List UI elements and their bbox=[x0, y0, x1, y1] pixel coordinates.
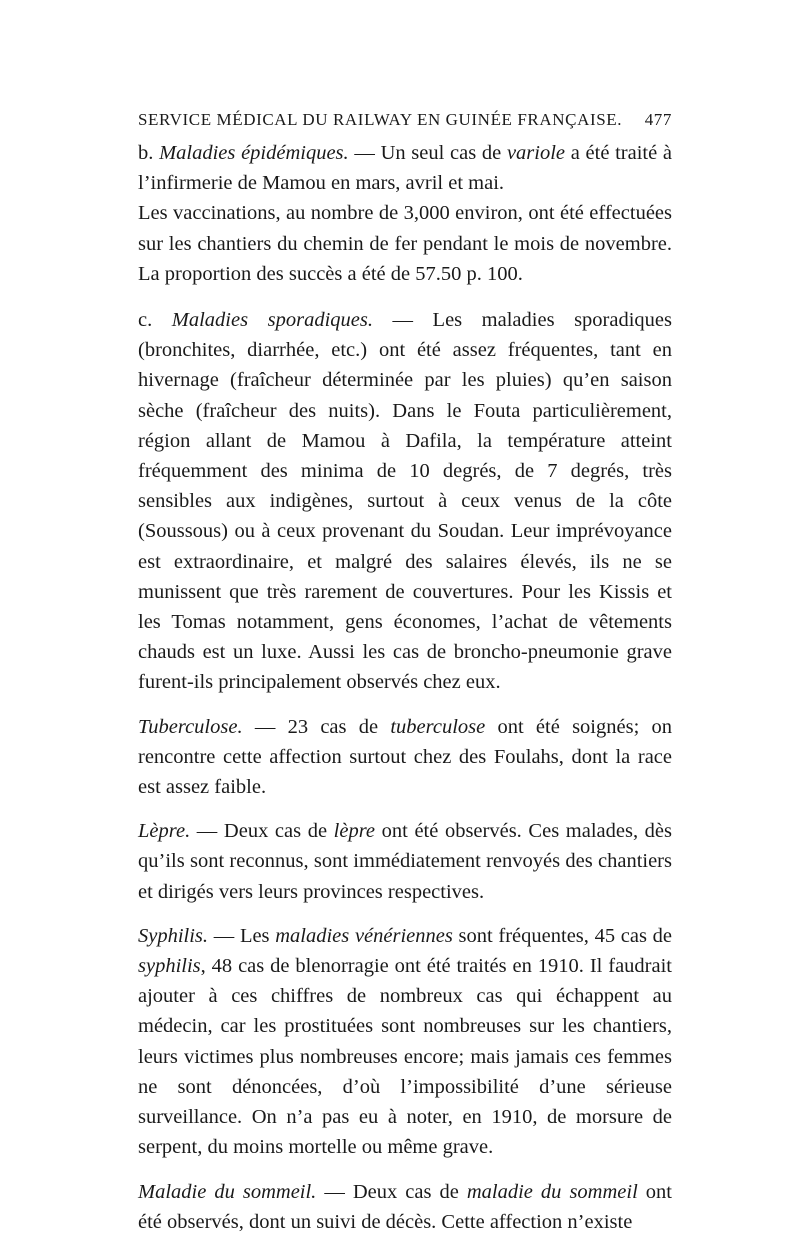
term-maladies-veneriennes: maladies vénériennes bbox=[275, 924, 453, 947]
text: ont été observés. Ces malades, dès qu’ils sont reconnus, sont immédiatement renvoyés des chantiers et dirigés vers leurs provinces respectives. bbox=[138, 820, 672, 903]
text: Les vaccinations, au nombre de 3,000 environ, ont été effectuées sur les chantiers du chemin de fer pendant le mois de novembre. La proportion des succès a été de 57.50 p. 100. bbox=[138, 202, 672, 285]
term-lepre: lèpre bbox=[333, 820, 376, 843]
dash: — bbox=[316, 1180, 353, 1203]
text: a été traité à l’infirmerie de Mamou en mars, avril et mai. bbox=[138, 142, 673, 195]
term-maladie-du-sommeil: maladie du sommeil bbox=[466, 1180, 638, 1203]
paragraph-lepre bbox=[138, 816, 672, 907]
text: sont fréquentes, 45 cas de bbox=[452, 924, 672, 947]
dash: — bbox=[190, 820, 224, 843]
dash: — bbox=[372, 309, 433, 332]
heading-syphilis: Syphilis. bbox=[138, 924, 209, 947]
text: ont été soignés; on rencontre cette affection surtout chez des Foulahs, dont la race est assez faible. bbox=[138, 715, 673, 799]
paragraph-tuberculose bbox=[138, 712, 672, 803]
book-page bbox=[138, 110, 672, 1237]
dash: — bbox=[348, 142, 381, 164]
section-label-c: c. bbox=[138, 309, 153, 332]
text: ont été observés, dont un suivi de décès. Cette affection n’existe bbox=[138, 1180, 672, 1233]
text: Les bbox=[239, 924, 276, 947]
running-head bbox=[138, 110, 672, 130]
heading-maladie-du-sommeil: Maladie du sommeil. bbox=[138, 1180, 317, 1203]
term-variole: variole bbox=[506, 142, 566, 164]
spacer bbox=[138, 289, 672, 305]
running-head-title: SERVICE MÉDICAL DU RAILWAY EN GUINÉE FRANÇAISE. bbox=[138, 110, 623, 129]
paragraph-syphilis bbox=[138, 921, 672, 1163]
heading-maladies-epidemiques: Maladies épidémiques. bbox=[159, 142, 349, 164]
text: 23 cas de bbox=[287, 715, 391, 738]
spacer bbox=[138, 698, 672, 712]
paragraph-vaccinations bbox=[138, 198, 672, 289]
heading-lepre: Lèpre. bbox=[138, 820, 191, 843]
text: Un seul cas de bbox=[380, 142, 507, 164]
text: Deux cas de bbox=[352, 1180, 467, 1203]
heading-tuberculose: Tuberculose. bbox=[138, 715, 243, 738]
term-tuberculose: tuberculose bbox=[390, 715, 486, 738]
spacer bbox=[138, 802, 672, 816]
spacer bbox=[138, 907, 672, 921]
spacer bbox=[138, 1163, 672, 1177]
text: Deux cas de bbox=[223, 820, 334, 843]
paragraph-epidemiques bbox=[138, 138, 672, 198]
text: Les maladies sporadiques (bronchites, diarrhée, etc.) ont été assez fréquentes, tant en hivernage (fraîcheur déterminée par les pluies) qu’en saison sèche (fraîcheur des nuits). Dans le Fouta particulièrement, région allant de Mamou à Dafila, la température atteint fréquemment des minima de 10 degrés, de 7 degrés, très sensibles aux indigènes, surtout à ceux venus de la côte (Soussous) ou à ceux provenant du Soudan. Leur imprévoyance est extraordinaire, et malgré des salaires élevés, ils ne se munissent que très rarement de couvertures. Pour les Kissis et les Tomas notamment, gens économes, l’achat de vêtements chauds est un luxe. Aussi les cas de broncho-pneumonie grave furent-ils principalement observés chez eux. bbox=[138, 309, 673, 694]
paragraph-sporadiques bbox=[138, 305, 672, 698]
heading-maladies-sporadiques: Maladies sporadiques. bbox=[171, 309, 373, 332]
text: , 48 cas de blenorragie ont été traités en 1910. Il faudrait ajouter à ces chiffres de nombreux cas qui échappent au médecin, car les prostituées sont nombreuses sur les chantiers, leurs victimes plus nombreuses encore; mais jamais ces femmes ne sont dénoncées, d’où l’impossibilité d’une sérieuse surveillance. On n’a pas eu à noter, en 1910, de morsure de serpent, du moins mortelle ou même grave. bbox=[138, 955, 672, 1159]
page-number: 477 bbox=[644, 110, 672, 129]
dash: — bbox=[242, 715, 288, 738]
section-label-b: b. bbox=[138, 142, 154, 164]
term-syphilis: syphilis bbox=[138, 955, 201, 978]
paragraph-sommeil bbox=[138, 1177, 672, 1237]
dash: — bbox=[208, 924, 240, 947]
